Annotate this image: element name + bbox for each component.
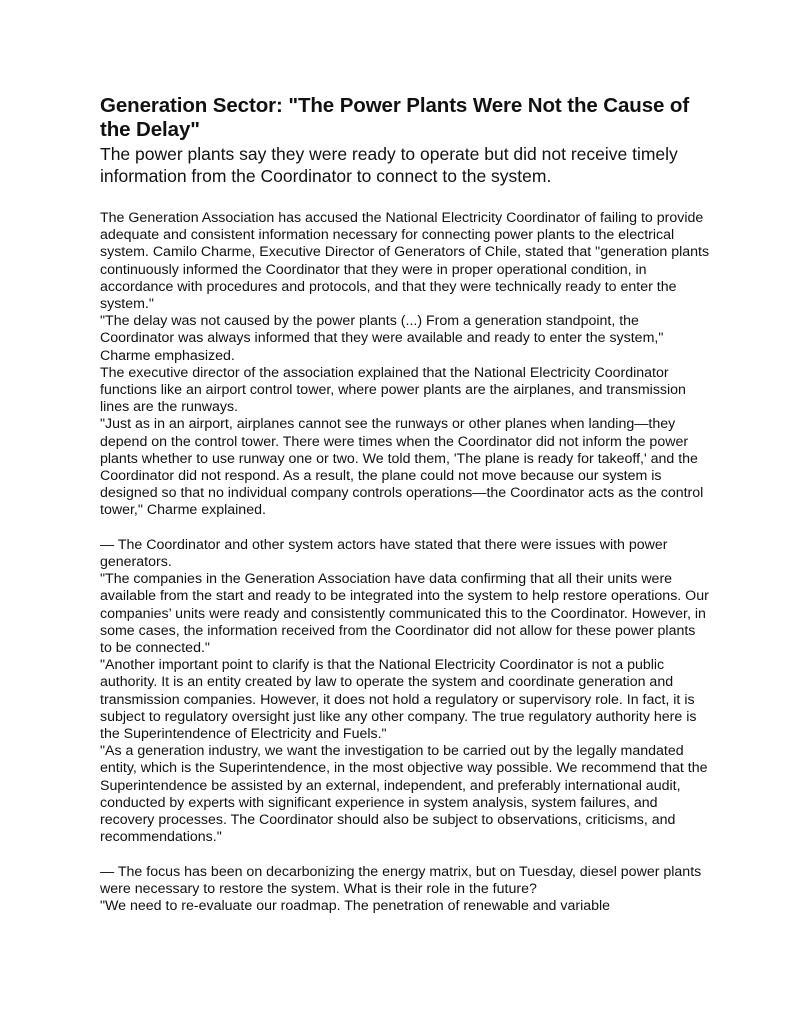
- article-subtitle: The power plants say they were ready to operate but did not receive timely information from the Coordinator to connect to the system.: [100, 144, 678, 186]
- paragraph: "Another important point to clarify is that the National Electricity Coordinator is not a public authority. It is an entity created by law to operate the system and coordinate generation and transmission companies. However, it does not hold a regulatory or supervisory role. In fact, it is subject to regulatory oversight just like any other company. The true regulatory authority here is the Superintendence of Electricity and Fuels.": [100, 657, 697, 743]
- article-body: [100, 210, 710, 915]
- paragraph: "As a generation industry, we want the investigation to be carried out by the legally mandated entity, which is the Superintendence, in the most objective way possible. We recommend that the Superintendence be assisted by an external, independent, and preferably international audit, conducted by experts with significant experience in system analysis, system failures, and recovery processes. The Coordinator should also be subject to observations, criticisms, and recommendations.": [100, 743, 708, 846]
- article: [100, 94, 710, 915]
- question-paragraph: — The Coordinator and other system actors have stated that there were issues with power generators.: [100, 536, 668, 571]
- article-title: Generation Sector: "The Power Plants Were Not the Cause of the Delay": [100, 94, 690, 141]
- paragraph: "Just as in an airport, airplanes cannot see the runways or other planes when landing—they depend on the control tower. There were times when the Coordinator did not inform the power plants whether to use runway one or two. We told them, 'The plane is ready for takeoff,' and the Coordinator did not respond. As a result, the plane could not move because our system is designed so that no individual company controls operations—the Coordinator acts as the control tower," Charme explained.: [100, 416, 704, 519]
- paragraph: The executive director of the association explained that the National Electricity Coordinator functions like an airport control tower, where power plants are the airplanes, and transmission lines are the runways.: [100, 364, 686, 416]
- paragraph: The Generation Association has accused the National Electricity Coordinator of failing to provide adequate and consistent information necessary for connecting power plants to the electrical system. Camilo Charme, Executive Director of Generators of Chile, stated that "generation plants continuously informed the Coordinator that they were in proper operational condition, in accordance with procedures and protocols, and that they were technically ready to enter the system.": [100, 210, 710, 313]
- paragraph: "We need to re-evaluate our roadmap. The penetration of renewable and variable: [100, 898, 611, 915]
- question-paragraph: — The focus has been on decarbonizing the energy matrix, but on Tuesday, diesel power plants were necessary to restore the system. What is their role in the future?: [100, 863, 702, 897]
- paragraph: "The companies in the Generation Association have data confirming that all their units were available from the start and ready to be integrated into the system to help restore operations. Our companies’ units were ready and consistently communicated this to the Coordinator. However, in some cases, the information received from the Coordinator did not allow for these power plants to be connected.": [100, 571, 709, 657]
- paragraph: "The delay was not caused by the power plants (...) From a generation standpoint, the Coordinator was always informed that they were available and ready to enter the system," Charme emphasized.: [100, 313, 664, 364]
